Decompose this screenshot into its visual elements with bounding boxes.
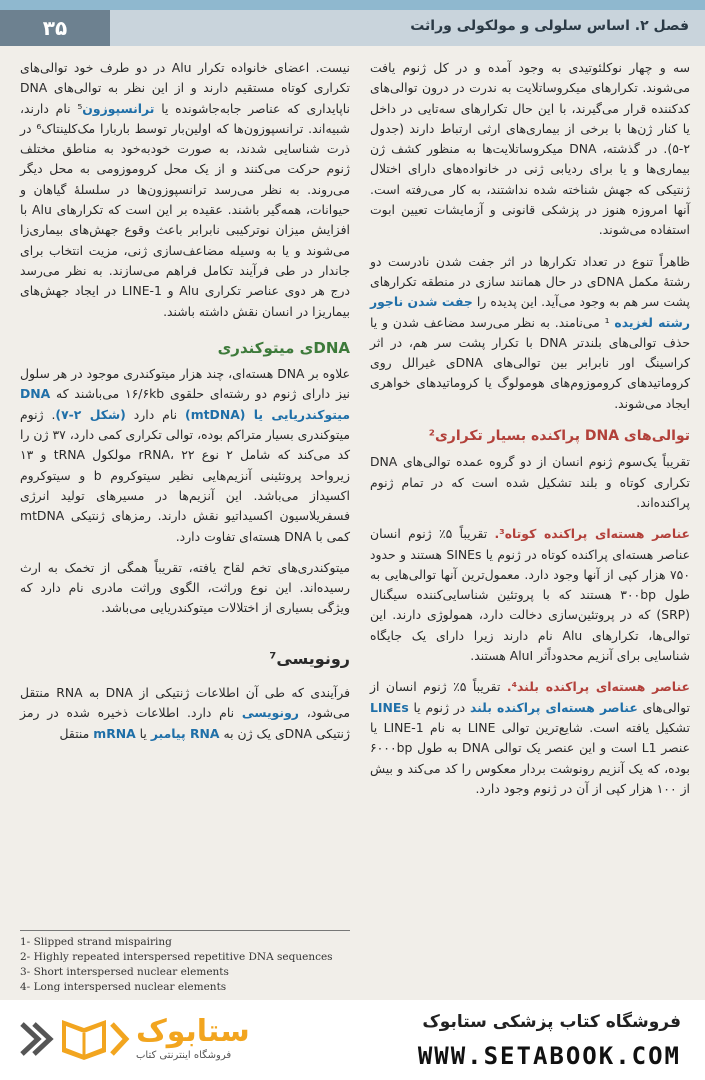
store-url-link[interactable]: WWW.SETABOOK.COM bbox=[417, 1042, 681, 1070]
top-color-strip bbox=[0, 0, 705, 10]
term-transposon: ترانسپوزون bbox=[82, 100, 155, 116]
page-number: ۳۵ bbox=[0, 10, 110, 46]
footnote: 1- Slipped strand mispairing bbox=[20, 936, 172, 948]
paragraph-alu-transposons: نیست. اعضای خانواده تکرار Alu در دو طرف خود توالی‌های تکراری کوتاه مستقیم دارند و از این نظر به توالی‌های DNA ناپایداری که عناصر جابه‌جاشونده یا ترانسپوزون⁵ نام دارند، شبیه‌اند. ترانسپوزون‌ها که اولین‌بار توسط باربارا مک‌کلینتاک⁶ در ذرت شناسایی شدند، به صورت خودبه‌خود به مناطق مختلف ژنوم حرکت می‌کنند و از یک محل کروموزومی به محل دیگر می‌روند. به نظر می‌رسد ترانسپوزون‌ها در سلسلهٔ گیاهان و حیوانات، همه‌گیر باشند. عقیده بر این است که تکرارهای Alu با افزایش میزان نوترکیبی نابرابر باعث وقوع جهش‌های بیماری‌زا می‌شوند و یا به وسیله مضاعف‌سازی ژنی، مزیت انتخاب برای جاندار در طی فرآیند تکامل فراهم می‌سازند. به نظر می‌رسد درج هر دوی عناصر تکراری Alu و LINE-1 در ایجاد جهش‌های بیماریزا در انسان نقش داشته باشند. bbox=[20, 60, 350, 319]
section-title-transcription: رونویسی⁷ bbox=[269, 648, 350, 668]
store-name: فروشگاه کتاب پزشکی ستابوک bbox=[422, 1012, 681, 1032]
term-lines: LINEs bbox=[370, 699, 409, 715]
page-header bbox=[0, 10, 705, 46]
heading-sine: عناصر هسته‌ای پراکنده کوتاه³. bbox=[494, 526, 691, 542]
term-line: عناصر هسته‌ای پراکنده بلند bbox=[469, 699, 638, 715]
figure-reference[interactable]: (شکل ۲-۷) bbox=[55, 406, 126, 422]
term-transcription: رونویسی bbox=[241, 705, 299, 721]
left-column bbox=[20, 58, 350, 755]
term-mrna: mRNA bbox=[93, 725, 136, 741]
term-slipped-strand: جفت شدن ناجور رشته لغزیده bbox=[370, 294, 690, 330]
footnote: 2- Highly repeated interspersed repetitive DNA sequences bbox=[20, 951, 333, 963]
paragraph-repetitive-dna: تقریباً یک‌سوم ژنوم انسان از دو گروه عمده توالی‌های DNA تکراری کوتاه و بلند تشکیل شده است که در تمام ژنوم پراکنده‌اند. bbox=[370, 454, 690, 510]
section-title-repetitive-dna: توالی‌های DNA پراکنده بسیار تکراری² bbox=[428, 428, 690, 445]
paragraph-maternal-inheritance: میتوکندری‌های تخم لقاح یافته، تقریباً همگی از تخمک به ارث رسیده‌اند. این نوع وراثت، الگوی وراثت مادری نام دارد که ویژگی بسیاری از اختلالات میتوکندریایی می‌باشد. bbox=[20, 559, 350, 616]
section-title-mitochondrial-dna: DNAی میتوکندری bbox=[217, 338, 350, 357]
store-logo[interactable] bbox=[14, 1010, 274, 1070]
paragraph-mtdna: علاوه بر DNA هسته‌ای، چند هزار میتوکندری موجود در هر سلول نیز دارای ژنوم دو رشته‌ای حلقوی ۱۶/۶kb می‌باشند که DNA میتوکندریایی یا (mtDNA) نام دارد (شکل ۲-۷). ژنوم میتوکندری بسیار متراکم بوده، توالی تکراری کمی دارد، ۳۷ ژن را کد می‌کند که شامل ۲ نوع rRNA، ۲۲ مولکول tRNA و ۱۳ زیرواحد پروتئینی آنزیم‌هایی نظیر سیتوکروم b و سیتوکروم اکسیداز می‌باشد. این آنزیم‌ها در مسیرهای تولید انرژی فسفریلاسیون اکسیداتیو نقش دارند. رمزهای ژنتیکی mtDNA کمی با DNA هسته‌ای تفاوت دارد. bbox=[20, 366, 351, 544]
logo-wordmark: ستابوک bbox=[136, 1014, 250, 1049]
footnotes bbox=[20, 930, 350, 995]
paragraph-sine: عناصر هسته‌ای پراکنده کوتاه³. تقریباً ۵٪ ژنوم انسان عناصر هسته‌ای پراکنده کوتاه در ژنوم یا SINEs هستند و حدود ۷۵۰ هزار کپی از آنها وجود دارد. معمول‌ترین آنها توالی‌هایی به طول ۳۰۰bp هستند که با پروتئین شناسایی‌کننده سیگنال (SRP) که در پروتئین‌سازی دخالت دارد، همولوژی دارند. این توالی‌ها، تکرارهای Alu نام دارند زیرا دارای یک جایگاه شناسایی برای آنزیم محدوداً‌ثر AluI هستند. bbox=[370, 526, 691, 664]
paragraph-line: عناصر هسته‌ای پراکنده بلند⁴. تقریباً ۵٪ ژنوم انسان از توالی‌های عناصر هسته‌ای پراکنده بلند در ژنوم یا LINEs تشکیل یافته است. شایع‌ترین توالی LINE به نام LINE-1 یا عنصر L1 است و این عنصر یک توالی DNA به طول ۶۰۰۰bp بوده، که یک آنزیم رونوشت بردار معکوس را کد می‌کند و بیش از ۱۰۰ هزار کپی از آن در ژنوم وجود دارد. bbox=[370, 679, 691, 796]
term-mtdna: DNA میتوکندریایی یا (mtDNA) bbox=[20, 386, 350, 422]
store-footer bbox=[0, 1000, 705, 1080]
footnote: 4- Long interspersed nuclear elements bbox=[20, 981, 227, 993]
paragraph-microsatellites: سه و چهار نوکلئوتیدی به وجود آمده و در کل ژنوم یافت می‌شوند. تکرارهای میکروساتلایت به ندرت در درون توالی‌های کدکننده قرار می‌گیرند، با این حال تکرارهای سه‌تایی در داخل یا کنار ژن‌ها با برخی از بیماری‌های ارثی ارتباط دارند (جدول ۲-۵). در گذشته، DNA میکروساتلایت‌ها به منظور کشف ژن بیماری‌ها و یا برای ردیابی ژنی در خانواده‌های دارای اختلال ژنتیکی که جهش شناخته شده نداشتند، به کار می‌رفته است. آنها امروزه هنوز در پزشکی قانونی و آزمایشات تعیین ابوت استفاده می‌شوند. bbox=[370, 60, 690, 238]
logo-tagline: فروشگاه اینترنتی کتاب bbox=[136, 1050, 232, 1061]
chapter-title: فصل ۲. اساس سلولی و مولکولی وراثت bbox=[410, 18, 689, 34]
paragraph-transcription: فرآیندی که طی آن اطلاعات ژنتیکی از DNA به RNA منتقل می‌شود، رونویسی نام دارد. اطلاعات ذخیره شده در رمز ژنتیکی DNAی یک ژن به RNA پیامبر یا mRNA منتقل bbox=[20, 685, 350, 741]
book-logo-icon bbox=[14, 1010, 134, 1068]
term-messenger-rna: RNA پیامبر bbox=[150, 725, 220, 741]
right-column bbox=[370, 58, 690, 810]
paragraph-slipped-strand: ظاهراً تنوع در تعداد تکرارها در اثر جفت شدن نادرست دو رشتهٔ مکمل DNAی در حال همانند سازی در منطقه تکرارهای پشت سر هم به وجود می‌آید. این پدیده را جفت شدن ناجور رشته لغزیده ¹ می‌نامند. به نظر می‌رسد مضاعف شدن و یا حذف توالی‌های بلندتر DNA با تکرار پشت سر هم، در اثر کراسینگ اور نابرابر بین توالی‌های DNAی غیرالل روی کروماتیدهای کروموزوم‌های هومولوگ یا کروماتیدهای خواهری ایجاد می‌شوند. bbox=[370, 253, 691, 411]
heading-line: عناصر هسته‌ای پراکنده بلند⁴. bbox=[506, 679, 690, 695]
footnote: 3- Short interspersed nuclear elements bbox=[20, 966, 229, 978]
